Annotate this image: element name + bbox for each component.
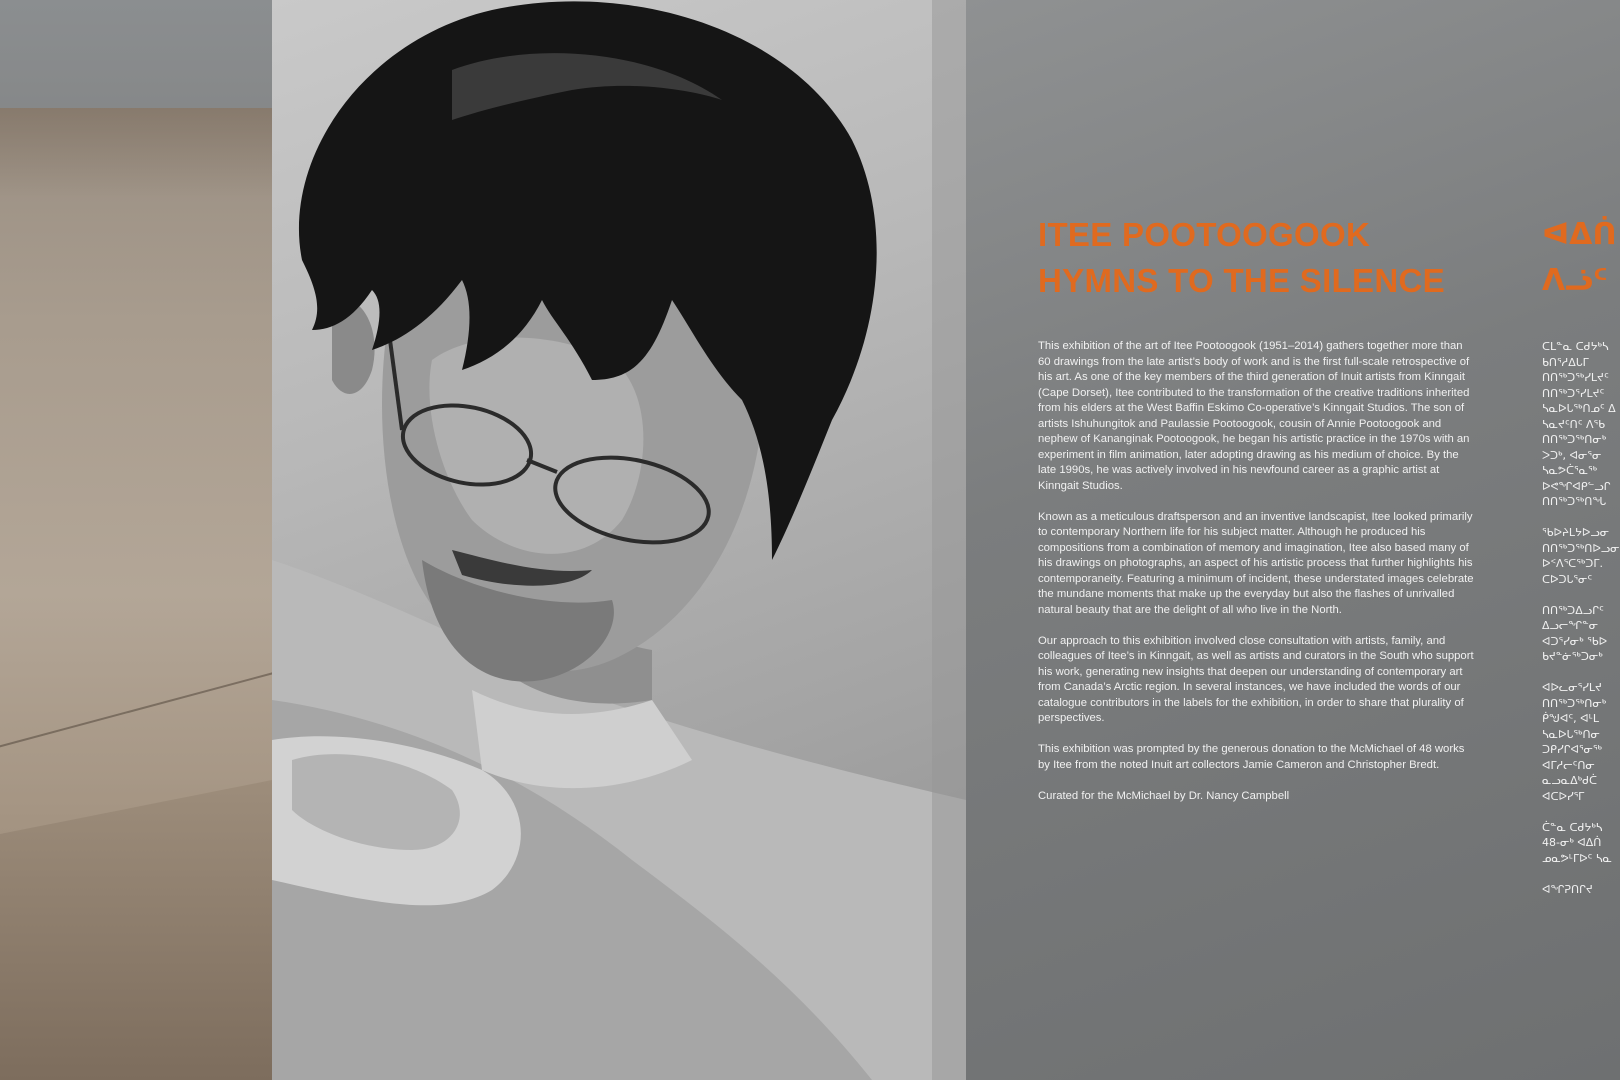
description-paragraph: Known as a meticulous draftsperson and an inventive landscapist, Itee looked primarily to contemporary Northern life for his subject matter. Although he produced his compositions from a combination of memory and imagination, Itee also based many of his drawings on photographs, an aspect of his artistic process that further highlights his contemporaneity. Featuring a minimum of incident, these understated images celebrate the mundane moments that make up the everyday but also the flashes of unrivalled natural beauty that are the delight of all who live in the North. bbox=[1038, 510, 1474, 616]
syllabics-description bbox=[1542, 339, 1620, 913]
syllabics-line: ᓴᓇᕗᑖᕐᓇᖅ bbox=[1542, 464, 1598, 477]
syllabics-line: ᐃᓗᓕᖏᓐᓂ bbox=[1542, 619, 1599, 632]
syllabics-line: ᐊᑐᕐᓯᓂᒃ ᖃᐅ bbox=[1542, 634, 1608, 648]
corridor-floor-edge bbox=[0, 670, 272, 750]
syllabics-line: ᑎᑎᖅᑐᕐᓯᒪᔪᑦ bbox=[1542, 386, 1605, 400]
portrait-edge-shadow bbox=[932, 0, 966, 1080]
exhibition-title bbox=[1038, 212, 1518, 304]
artist-portrait-image bbox=[272, 0, 966, 1080]
syllabics-paragraph bbox=[1542, 339, 1620, 510]
syllabics-paragraph bbox=[1542, 525, 1620, 587]
syllabics-line: ᑎᑎᖅᑐᐃᓗᒋᑦ bbox=[1542, 603, 1604, 617]
syllabics-line: ᑎᑎᖅᑐᖅᓯᒪᔪᑦ bbox=[1542, 371, 1609, 384]
syllabics-line: ᐊᒥᓱᓕᑦᑎᓂ bbox=[1542, 758, 1595, 772]
exhibition-title-artist: ITEE POOTOOGOOK bbox=[1038, 216, 1371, 253]
syllabics-line: ᑲᑎᕐᓱᐃᒐᒥ bbox=[1542, 355, 1589, 369]
syllabics-line: ᐅᑉᐱᕐᑕᖅᑐᒥ. bbox=[1542, 557, 1603, 570]
syllabics-line: ᓄᓇᕗᒻᒥᐅᑦ ᓴᓇ bbox=[1542, 851, 1612, 865]
syllabics-line: ᐊᑕᐅᓯᕐᒥ bbox=[1542, 789, 1585, 803]
syllabics-line: 48-ᓂᒃ ᐊᐃᑏ bbox=[1542, 836, 1602, 849]
syllabics-line: ᑖᓐᓇ ᑕᑯᔭᒃᓴ bbox=[1542, 820, 1603, 834]
syllabics-line: ᑐᑭᓯᒋᐊᕐᓂᖅ bbox=[1542, 743, 1602, 756]
syllabics-title-line: ᐊᐃᑏ bbox=[1542, 217, 1617, 252]
syllabics-line: ᐅᕙᖏᐊᑭᓪᓗᒋ bbox=[1542, 479, 1611, 493]
exhibition-title-subtitle: HYMNS TO THE SILENCE bbox=[1038, 262, 1445, 299]
syllabics-line: ᖃᐅᔨᒪᔭᐅᓗᓂ bbox=[1542, 526, 1610, 539]
portrait-illustration bbox=[272, 0, 966, 1080]
syllabics-line: ᑕᐅᑐᒐᕐᓂᑦ bbox=[1542, 572, 1593, 586]
syllabics-line: ᑎᑎᖅᑐᖅᑎᓂᒃ bbox=[1542, 433, 1607, 446]
syllabics-line: ᓴᓇᐅᒐᖅᑎᓄᑦ ᐃ bbox=[1542, 402, 1616, 415]
syllabics-paragraph bbox=[1542, 603, 1620, 665]
syllabics-line: ᐊᖏᕈᑎᒋᔪ bbox=[1542, 882, 1593, 896]
exhibition-description bbox=[1038, 339, 1476, 820]
syllabics-paragraph bbox=[1542, 882, 1620, 898]
corridor-wall-shadow bbox=[0, 108, 272, 198]
syllabics-line: ᐊᐅᓚᓂᕐᓯᒪᔪ bbox=[1542, 681, 1602, 694]
syllabics-line: ᑎᑎᖅᑐᖅᑎᐅᓗᓂ bbox=[1542, 541, 1620, 555]
syllabics-line: ᑲᔪᓐᓃᖅᑐᓂᒃ bbox=[1542, 650, 1603, 663]
corridor-ceiling bbox=[0, 0, 272, 108]
syllabics-paragraph bbox=[1542, 820, 1620, 867]
syllabics-paragraph bbox=[1542, 680, 1620, 804]
corridor-floor bbox=[0, 780, 272, 1080]
description-paragraph: This exhibition of the art of Itee Pootoogook (1951–2014) gathers together more than 60 drawings from the late artist’s body of work and is the first full-scale retrospective of his art. As one of the key members of the third generation of Inuit artists from Kinngait (Cape Dorset), Itee contributed to the transformation of the creative traditions inherited from his elders at the West Baffin Eskimo Co-operative’s Kinngait Studios. The son of artists Ishuhungitok and Paulassie Pootoogook, cousin of Annie Pootoogook and nephew of Kananginak Pootoogook, he began his artistic practice in the 1970s with an experiment in film animation, later adopting drawing as his medium of choice. By the late 1990s, he was actively involved in his newfound career as a graphic artist at Kinngait Studios. bbox=[1038, 340, 1470, 492]
syllabics-line: ᓇᓗᓇᐃᒃᑯᑖ bbox=[1542, 774, 1598, 787]
description-paragraph: Our approach to this exhibition involved close consultation with artists, family, and colleagues of Itee’s in Kinngait, as well as artists and curators in the South who support his work, generating new insights that deepen our understanding of contemporary art from Canada’s Arctic region. In several instances, we have included the words of our catalogue contributors in the labels for the exhibition, in order to share that plurality of perspectives. bbox=[1038, 634, 1474, 724]
syllabics-line: ᐳᑐᒃ, ᐊᓂᕐᓂ bbox=[1542, 448, 1602, 462]
syllabics-line: ᑕᒪᓐᓇ ᑕᑯᔭᒃᓴ bbox=[1542, 340, 1609, 353]
syllabics-title-line: ᐱᓘᑦ bbox=[1542, 263, 1608, 298]
curator-credit: Curated for the McMichael by Dr. Nancy Campbell bbox=[1038, 789, 1290, 802]
gallery-corridor-image bbox=[0, 0, 272, 1080]
syllabics-line: ᑮᖑᐊᑦ, ᐊᒻᒪ bbox=[1542, 712, 1599, 725]
syllabics-line: ᑎᑎᖅᑐᖅᑎᖓ bbox=[1542, 495, 1607, 508]
syllabics-line: ᓴᓇᔪᑦᑎᑦ ᐱᖃ bbox=[1542, 417, 1606, 431]
description-paragraph: This exhibition was prompted by the generous donation to the McMichael of 48 works by Itee from the noted Inuit art collectors Jamie Cameron and Christopher Bredt. bbox=[1038, 743, 1465, 771]
syllabics-title bbox=[1542, 212, 1620, 304]
syllabics-line: ᑎᑎᖅᑐᖅᑎᓂᒃ bbox=[1542, 696, 1607, 710]
syllabics-line: ᓴᓇᐅᒐᖅᑎᓂ bbox=[1542, 727, 1600, 741]
